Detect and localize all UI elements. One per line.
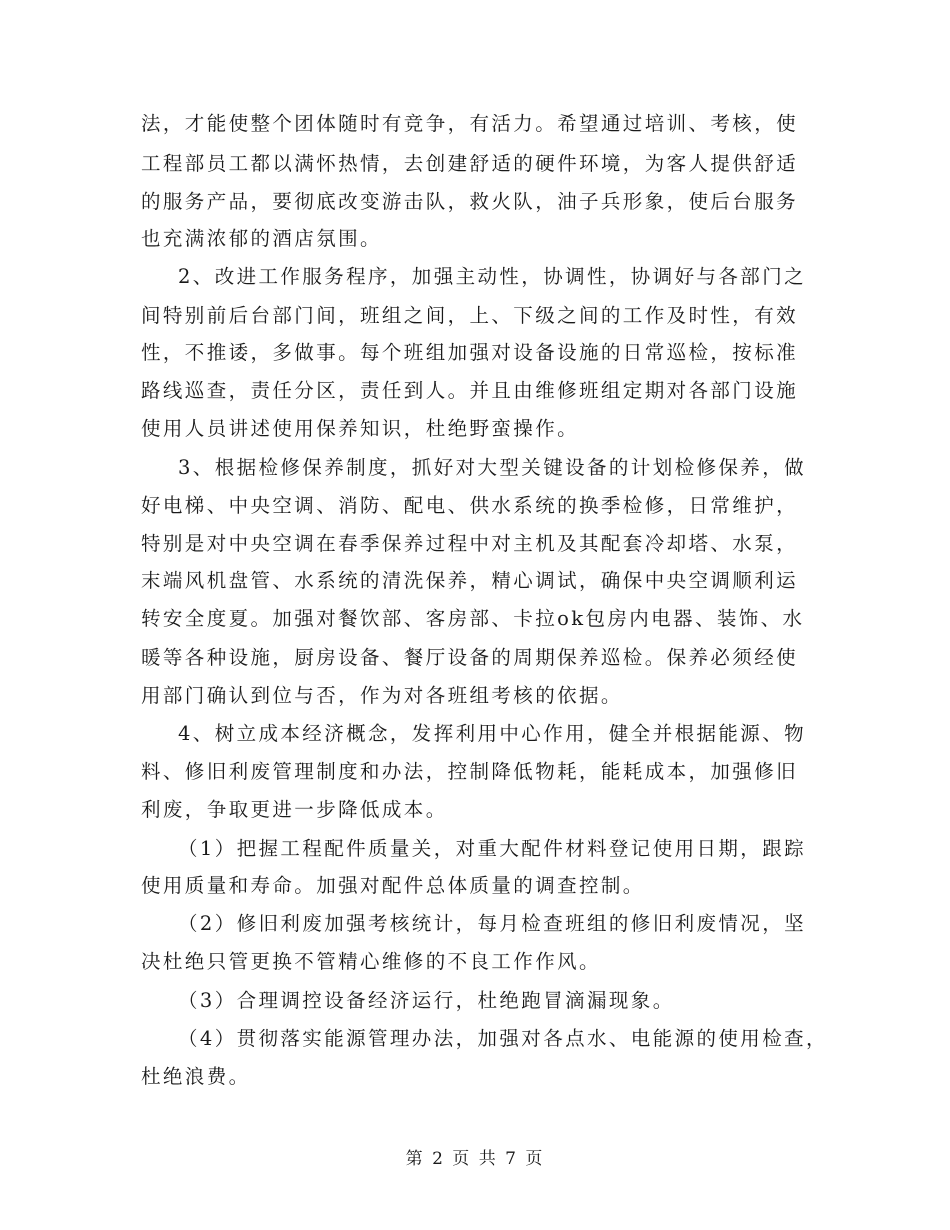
text-line: 2、改进工作服务程序，加强主动性，协调性，协调好与各部门之 — [178, 265, 807, 288]
text-line: 工程部员工都以满怀热情，去创建舒适的硬件环境，为客人提供舒适 — [141, 152, 799, 175]
text-line: 也充满浓郁的酒店氛围。 — [141, 227, 382, 250]
text-line: 利废，争取更进一步降低成本。 — [141, 798, 448, 821]
text-line: （4）贯彻落实能源管理办法，加强对各点水、电能源的使用检查， — [178, 1027, 828, 1050]
text-line: 使用质量和寿命。加强对配件总体质量的调查控制。 — [141, 874, 645, 897]
text-line: 性，不推诿，多做事。每个班组加强对设备设施的日常巡检，按标准 — [141, 341, 799, 364]
page-number: 第 2 页 共 7 页 — [405, 1149, 545, 1169]
text-line: （1）把握工程配件质量关，对重大配件材料登记使用日期，跟踪 — [178, 837, 807, 860]
text-line: 3、根据检修保养制度，抓好对大型关键设备的计划检修保养，做 — [178, 456, 807, 479]
text-line: 杜绝浪费。 — [141, 1065, 251, 1088]
text-line: 4、树立成本经济概念，发挥利用中心作用，健全并根据能源、物 — [178, 722, 807, 745]
text-line: 末端风机盘管、水系统的清洗保养，精心调试，确保中央空调顺利运 — [141, 569, 799, 592]
text-line: （3）合理调控设备经济运行，杜绝跑冒滴漏现象。 — [178, 989, 675, 1012]
text-line: 路线巡查，责任分区，责任到人。并且由维修班组定期对各部门设施 — [141, 379, 799, 402]
text-line: 用部门确认到位与否，作为对各班组考核的依据。 — [141, 684, 623, 707]
text-line: 使用人员讲述使用保养知识，杜绝野蛮操作。 — [141, 417, 580, 440]
text-line: 转安全度夏。加强对餐饮部、客房部、卡拉ok包房内电器、装饰、水 — [141, 607, 805, 630]
text-line: 特别是对中央空调在春季保养过程中对主机及其配套冷却塔、水泵， — [141, 532, 799, 555]
text-line: 料、修旧利废管理制度和办法，控制降低物耗，能耗成本，加强修旧 — [141, 760, 799, 783]
text-line: 决杜绝只管更换不管精心维修的不良工作作风。 — [141, 950, 601, 973]
text-line: 法，才能使整个团体随时有竞争，有活力。希望通过培训、考核，使 — [141, 112, 799, 135]
text-line: （2）修旧利废加强考核统计，每月检查班组的修旧利废情况，坚 — [178, 912, 807, 935]
text-line: 间特别前后台部门间，班组之间，上、下级之间的工作及时性，有效 — [141, 304, 799, 327]
text-line: 好电梯、中央空调、消防、配电、供水系统的换季检修，日常维护， — [141, 494, 799, 517]
text-line: 暖等各种设施，厨房设备、餐厅设备的周期保养巡检。保养必须经使 — [141, 646, 799, 669]
text-line: 的服务产品，要彻底改变游击队，救火队，油子兵形象，使后台服务 — [141, 190, 799, 213]
